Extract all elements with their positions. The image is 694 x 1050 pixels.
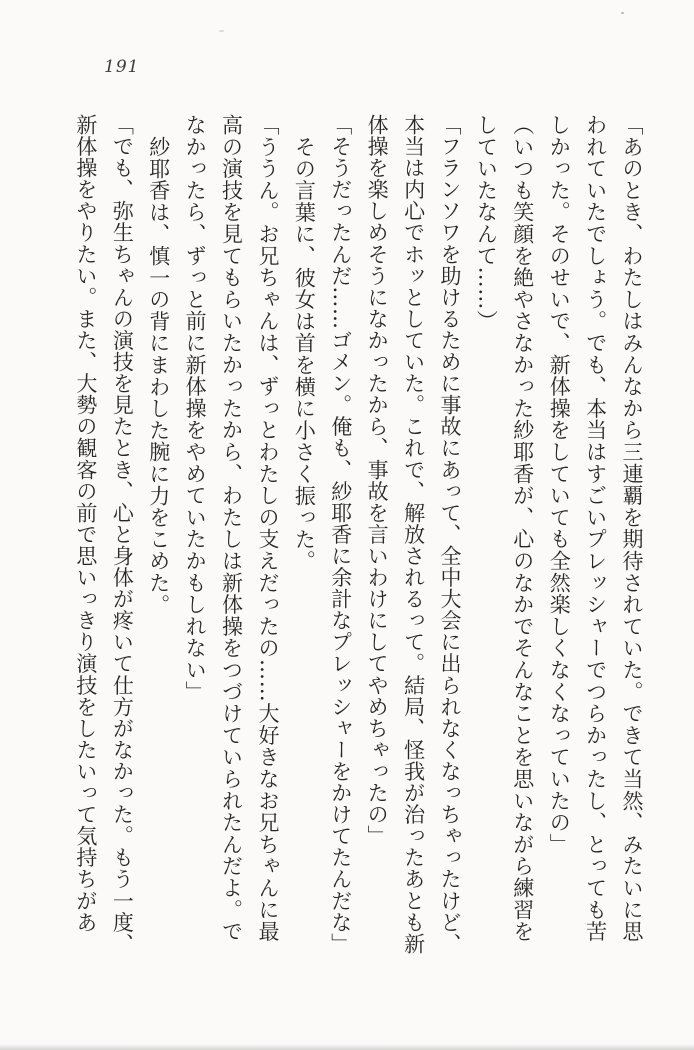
dialogue-paragraph: 「でも、弥生ちゃんの演技を見たとき、心と身体が疼いて仕方がなかった。もう一度、新体操をやりたい。また、大勢の観客の前で思いっきり演技をしたいって気持ちがあ xyxy=(73,114,135,955)
page-edge-shadow xyxy=(0,1044,694,1050)
scan-speck xyxy=(219,30,224,32)
narration-paragraph: 紗耶香は、慎一の背にまわした腕に力をこめた。 xyxy=(146,136,171,616)
narration-paragraph: その言葉に、彼女は首を横に小さく振った。 xyxy=(292,136,317,572)
dialogue-paragraph: 「ううん。お兄ちゃんは、ずっとわたしの支えだったの……大好きなお兄ちゃんに最高の演技を見てもらいたかったから、わたしは新体操をつづけていられたんだよ。でなかったら、ずっと前に新体操をやめていたかもしれない」 xyxy=(183,114,280,943)
vertical-text-block xyxy=(66,114,650,959)
dialogue-paragraph: 「あのとき、わたしはみんなから三連覇を期待されていた。できて当然、みたいに思われていたでしょう。でも、本当はすごいプレッシャーでつらかったし、とっても苦しかった。そのせいで、新体操をしていても全然楽しくなくなっていたの」 xyxy=(547,114,644,943)
dialogue-paragraph: 「そうだったんだ……ゴメン。俺も、紗耶香に余計なプレッシャーをかけてたんだな」 xyxy=(328,114,353,955)
inner-thought-paragraph: （いつも笑顔を絶やさなかった紗耶香が、心のなかでそんなことを思いながら練習をしていたなんて……） xyxy=(474,114,535,943)
page-number: 191 xyxy=(104,57,140,77)
dialogue-paragraph: 「フランソワを助けるために事故にあって、全中大会に出られなくなっちゃったけど、本当は内心でホッとしていた。これで、解放されるって。結局、怪我が治ったあとも新体操を楽しめそうになかったから、事故を言いわけにしてやめちゃったの」 xyxy=(365,114,462,955)
scan-speck xyxy=(621,12,624,14)
